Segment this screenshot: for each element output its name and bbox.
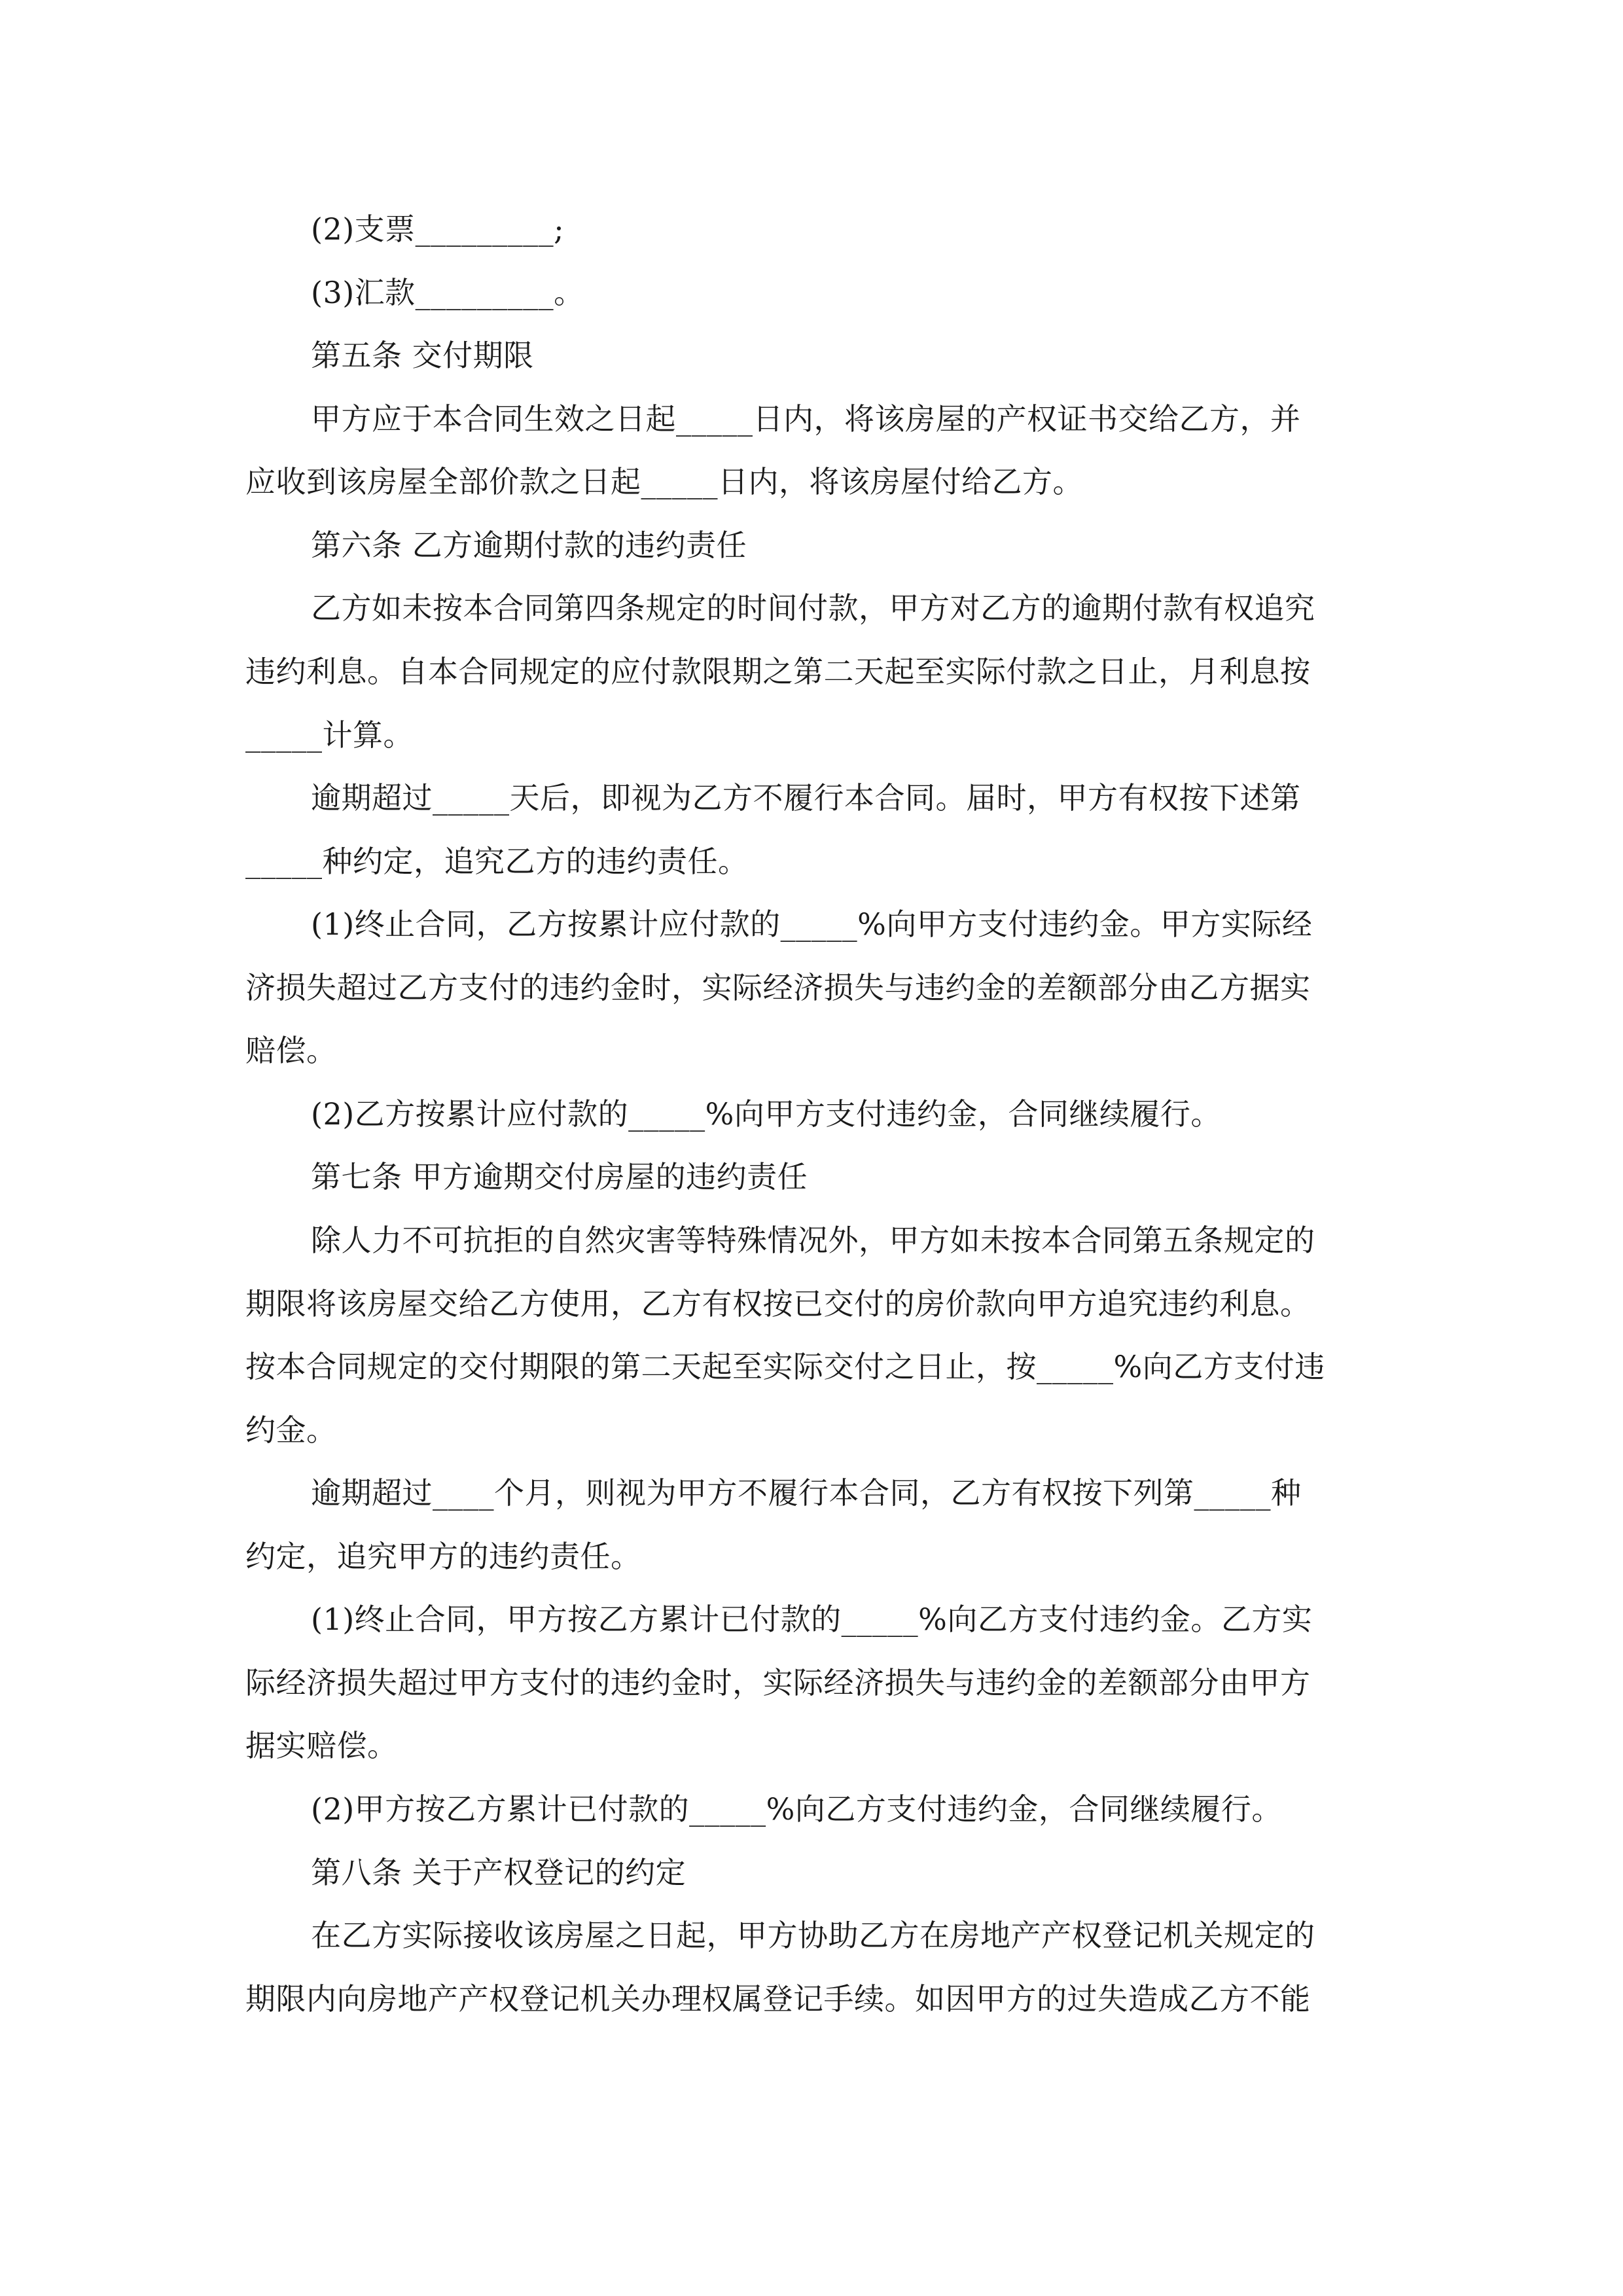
clause-6-option-2-line: (2)乙方按累计应付款的_____%向甲方支付违约金，合同继续履行。 [311,1096,1221,1132]
clause-7-option-1-line: 际经济损失超过甲方支付的违约金时，实际经济损失与违约金的差额部分由甲方 [245,1665,1311,1700]
clause-6-overdue-line: _____种约定，追究乙方的违约责任。 [245,844,749,879]
clause-6-paragraph-line: _____计算。 [245,717,414,753]
clause-7-paragraph-line: 除人力不可抗拒的自然灾害等特殊情况外，甲方如未按本合同第五条规定的 [311,1223,1315,1258]
clause-6-heading: 第六条 乙方逾期付款的违约责任 [311,528,747,563]
clause-7-option-2-line: (2)甲方按乙方累计已付款的_____%向乙方支付违约金，合同继续履行。 [311,1791,1282,1827]
clause-7-option-1-line: (1)终止合同，甲方按乙方累计已付款的_____%向乙方支付违约金。乙方实 [311,1602,1313,1637]
clause-6-paragraph-line: 乙方如未按本合同第四条规定的时间付款，甲方对乙方的逾期付款有权追究 [311,590,1315,626]
clause-6-option-1-line: (1)终止合同，乙方按累计应付款的_____%向甲方支付违约金。甲方实际经 [311,906,1313,942]
clause-8-paragraph-line: 期限内向房地产产权登记机关办理权属登记手续。如因甲方的过失造成乙方不能 [245,1981,1311,2017]
clause-5-heading: 第五条 交付期限 [311,338,534,373]
clause-7-paragraph-line: 期限将该房屋交给乙方使用，乙方有权按已交付的房价款向甲方追究违约利息。 [245,1286,1311,1321]
clause-4-item-2-check: (2)支票_________; [311,211,565,247]
clause-7-paragraph-line: 约金。 [245,1412,337,1448]
clause-8-heading: 第八条 关于产权登记的约定 [311,1855,687,1890]
clause-7-option-1-line: 据实赔偿。 [245,1728,398,1763]
clause-6-option-1-line: 济损失超过乙方支付的违约金时，实际经济损失与违约金的差额部分由乙方据实 [245,970,1311,1005]
clause-6-option-1-line: 赔偿。 [245,1033,337,1068]
clause-6-paragraph-line: 违约利息。自本合同规定的应付款限期之第二天起至实际付款之日止，月利息按 [245,654,1311,689]
clause-7-heading: 第七条 甲方逾期交付房屋的违约责任 [311,1159,808,1194]
clause-7-paragraph-line: 按本合同规定的交付期限的第二天起至实际交付之日止，按_____%向乙方支付违 [245,1349,1325,1384]
clause-4-item-3-transfer: (3)汇款_________。 [311,275,584,310]
clause-7-overdue-line: 约定，追究甲方的违约责任。 [245,1539,641,1574]
clause-6-overdue-line: 逾期超过_____天后，即视为乙方不履行本合同。届时，甲方有权按下述第 [311,780,1301,816]
clause-5-paragraph-line: 应收到该房屋全部价款之日起_____日内，将该房屋付给乙方。 [245,464,1083,499]
clause-7-overdue-line: 逾期超过____个月，则视为甲方不履行本合同，乙方有权按下列第_____种 [311,1475,1302,1511]
clause-8-paragraph-line: 在乙方实际接收该房屋之日起，甲方协助乙方在房地产产权登记机关规定的 [311,1918,1315,1953]
clause-5-paragraph-line: 甲方应于本合同生效之日起_____日内，将该房屋的产权证书交给乙方，并 [311,401,1301,437]
